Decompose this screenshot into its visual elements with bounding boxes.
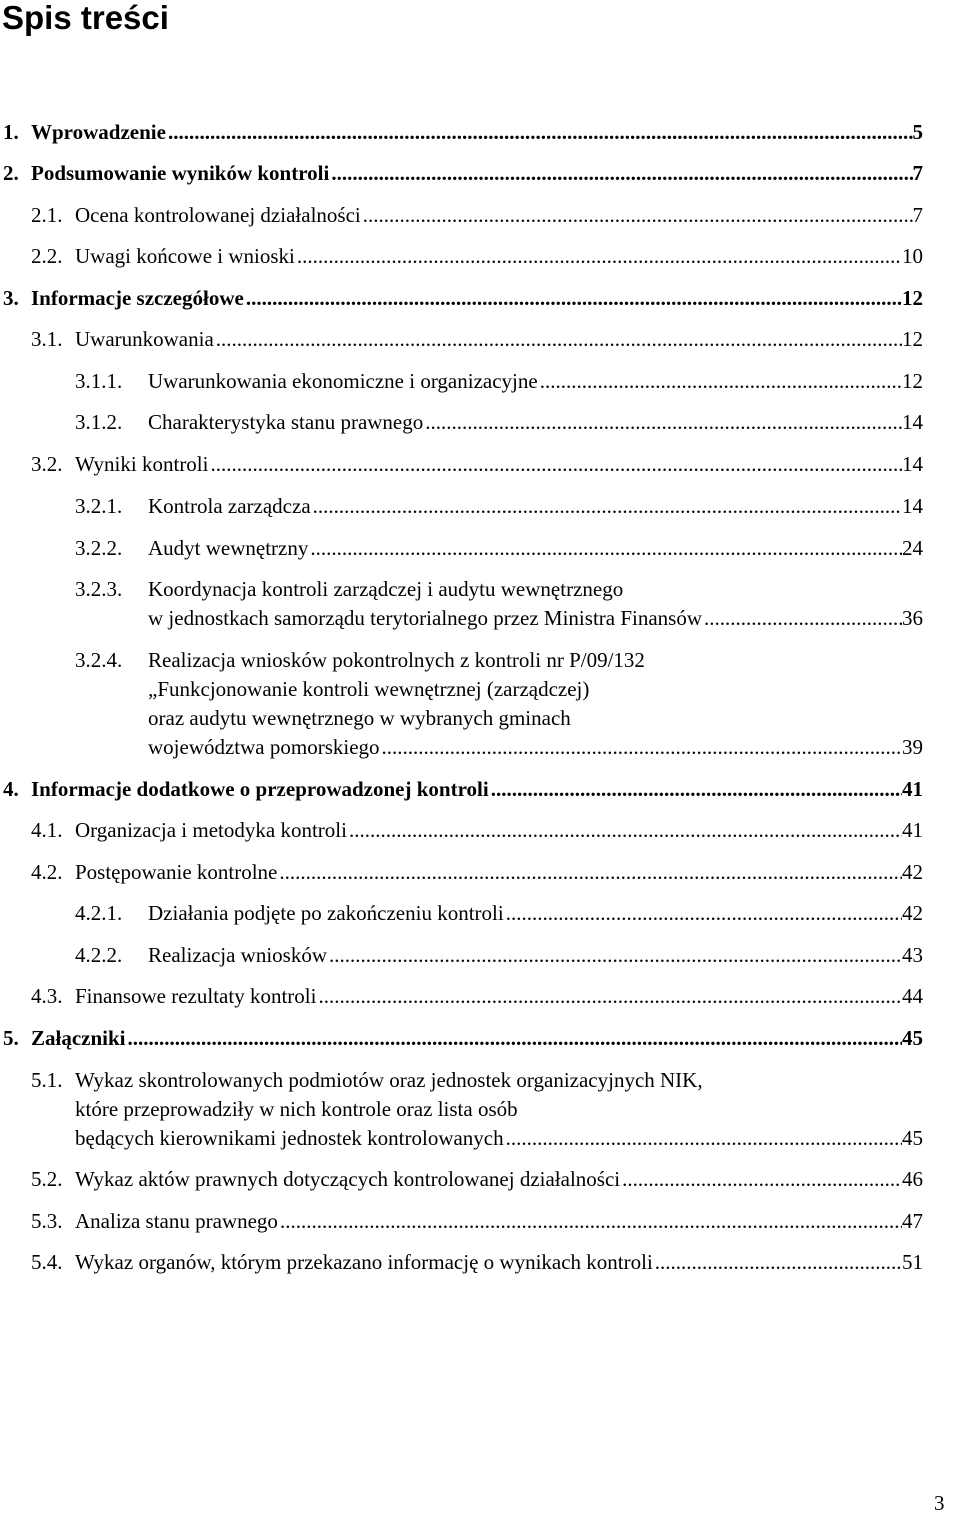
dot-leader — [280, 1206, 902, 1236]
toc-entry-page: 12 — [902, 327, 923, 351]
toc-entry-page: 5 — [912, 120, 923, 144]
toc-entry-number: 3.2.3. — [75, 577, 123, 601]
toc-entry-number: 2.2. — [31, 244, 63, 268]
dot-leader — [425, 407, 902, 437]
dot-leader — [655, 1247, 902, 1277]
toc-entry-page: 45 — [902, 1126, 923, 1150]
toc-entry-page: 14 — [902, 410, 923, 434]
toc-entry-number: 5.1. — [31, 1068, 63, 1092]
toc-entry-number: 5.3. — [31, 1209, 63, 1233]
toc-entry-page: 10 — [902, 244, 923, 268]
toc-entry-page: 12 — [902, 369, 923, 393]
page-number: 3 — [934, 1491, 945, 1515]
toc-entry-title: Wykaz skontrolowanych podmiotów oraz jednostek organizacyjnych NIK, — [75, 1068, 703, 1092]
toc-entry-page: 47 — [902, 1209, 923, 1233]
dot-leader — [329, 940, 902, 970]
dot-leader — [246, 283, 902, 313]
toc-entry-page: 51 — [902, 1250, 923, 1274]
dot-leader — [622, 1164, 902, 1194]
dot-leader — [310, 533, 902, 563]
toc-entry-page: 39 — [902, 735, 923, 759]
toc-entry-page: 12 — [902, 286, 923, 310]
toc-entry-title: Uwarunkowania — [75, 327, 214, 351]
dot-leader — [279, 857, 902, 887]
toc-entry-number: 4.3. — [31, 984, 63, 1008]
toc-entry-page: 36 — [902, 606, 923, 630]
dot-leader — [210, 449, 902, 479]
toc-entry-title: Wykaz aktów prawnych dotyczących kontrolowanej działalności — [75, 1167, 621, 1191]
toc-entry-title: Analiza stanu prawnego — [75, 1209, 278, 1233]
toc-entry-number: 3.1.1. — [75, 369, 123, 393]
toc-entry-page: 14 — [902, 494, 923, 518]
dot-leader — [506, 1123, 902, 1153]
toc-entry-title: Kontrola zarządcza — [148, 494, 311, 518]
toc-entry-number: 3.2.2. — [75, 536, 123, 560]
toc-entry-title: województwa pomorskiego — [148, 735, 380, 759]
toc-entry-title: które przeprowadziły w nich kontrole oraz lista osób — [75, 1097, 518, 1121]
toc-entry-page: 43 — [902, 943, 923, 967]
toc-entry-page: 7 — [912, 203, 923, 227]
dot-leader — [128, 1023, 902, 1053]
dot-leader — [168, 117, 913, 147]
toc-entry-number: 3. — [3, 286, 19, 310]
toc-entry-title: Wykaz organów, którym przekazano informację o wynikach kontroli — [75, 1250, 653, 1274]
toc-entry-title: Informacje szczegółowe — [31, 286, 244, 310]
toc-entry-number: 5. — [3, 1026, 19, 1050]
dot-leader — [216, 324, 902, 354]
dot-leader — [363, 200, 913, 230]
toc-entry-number: 2.1. — [31, 203, 63, 227]
dot-leader — [331, 158, 912, 188]
toc-entry-number: 1. — [3, 120, 19, 144]
toc-entry-number: 3.2. — [31, 452, 63, 476]
toc-entry-title: Audyt wewnętrzny — [148, 536, 309, 560]
toc-entry-title: Ocena kontrolowanej działalności — [75, 203, 361, 227]
toc-entry-title: Charakterystyka stanu prawnego — [148, 410, 424, 434]
toc-entry-title: Uwagi końcowe i wnioski — [75, 244, 295, 268]
dot-leader — [318, 981, 902, 1011]
toc-entry-title: Załączniki — [31, 1026, 126, 1050]
page-title: Spis treści — [2, 0, 169, 36]
toc-entry-page: 45 — [902, 1026, 923, 1050]
toc-entry-page: 44 — [902, 984, 923, 1008]
dot-leader — [506, 898, 902, 928]
dot-leader — [382, 732, 902, 762]
toc-entry-number: 4.1. — [31, 818, 63, 842]
toc-entry-number: 3.1. — [31, 327, 63, 351]
toc-entry-page: 42 — [902, 860, 923, 884]
toc-entry-number: 3.2.1. — [75, 494, 123, 518]
toc-entry-number: 4. — [3, 777, 19, 801]
toc-entry-page: 41 — [902, 777, 923, 801]
dot-leader — [349, 815, 902, 845]
dot-leader — [540, 366, 902, 396]
toc-entry-title: Wprowadzenie — [31, 120, 166, 144]
toc-entry-title: oraz audytu wewnętrznego w wybranych gminach — [148, 706, 571, 730]
toc-entry-title: Uwarunkowania ekonomiczne i organizacyjne — [148, 369, 538, 393]
toc-entry-number: 4.2.1. — [75, 901, 123, 925]
toc-entry-number: 4.2. — [31, 860, 63, 884]
toc-entry-title: Organizacja i metodyka kontroli — [75, 818, 347, 842]
dot-leader — [704, 603, 902, 633]
toc-entry-title: Realizacja wniosków pokontrolnych z kontroli nr P/09/132 — [148, 648, 645, 672]
toc-entry-page: 41 — [902, 818, 923, 842]
toc-entry-title: Działania podjęte po zakończeniu kontroli — [148, 901, 504, 925]
toc-entry-title: Koordynacja kontroli zarządczej i audytu wewnętrznego — [148, 577, 624, 601]
dot-leader — [297, 241, 902, 271]
toc-entry-number: 3.2.4. — [75, 648, 123, 672]
toc-entry-title: Postępowanie kontrolne — [75, 860, 278, 884]
toc-entry-title: Finansowe rezultaty kontroli — [75, 984, 317, 1008]
toc-entry-title: Informacje dodatkowe o przeprowadzonej kontroli — [31, 777, 489, 801]
toc-entry-page: 14 — [902, 452, 923, 476]
toc-entry-number: 5.2. — [31, 1167, 63, 1191]
toc-entry-number: 3.1.2. — [75, 410, 123, 434]
toc-entry-title: Realizacja wniosków — [148, 943, 328, 967]
toc-entry-number: 2. — [3, 161, 19, 185]
toc-entry-page: 24 — [902, 536, 923, 560]
toc-entry-title: w jednostkach samorządu terytorialnego przez Ministra Finansów — [148, 606, 703, 630]
toc-entry-page: 7 — [912, 161, 923, 185]
toc-entry-page: 46 — [902, 1167, 923, 1191]
toc-entry-title: Podsumowanie wyników kontroli — [31, 161, 330, 185]
toc-entry-title: „Funkcjonowanie kontroli wewnętrznej (zarządczej) — [148, 677, 590, 701]
toc-entry-number: 5.4. — [31, 1250, 63, 1274]
dot-leader — [491, 774, 902, 804]
toc-entry-title: Wyniki kontroli — [75, 452, 209, 476]
toc-entry-number: 4.2.2. — [75, 943, 123, 967]
toc-entry-title: będących kierownikami jednostek kontrolowanych — [75, 1126, 504, 1150]
dot-leader — [313, 491, 902, 521]
toc-entry-page: 42 — [902, 901, 923, 925]
